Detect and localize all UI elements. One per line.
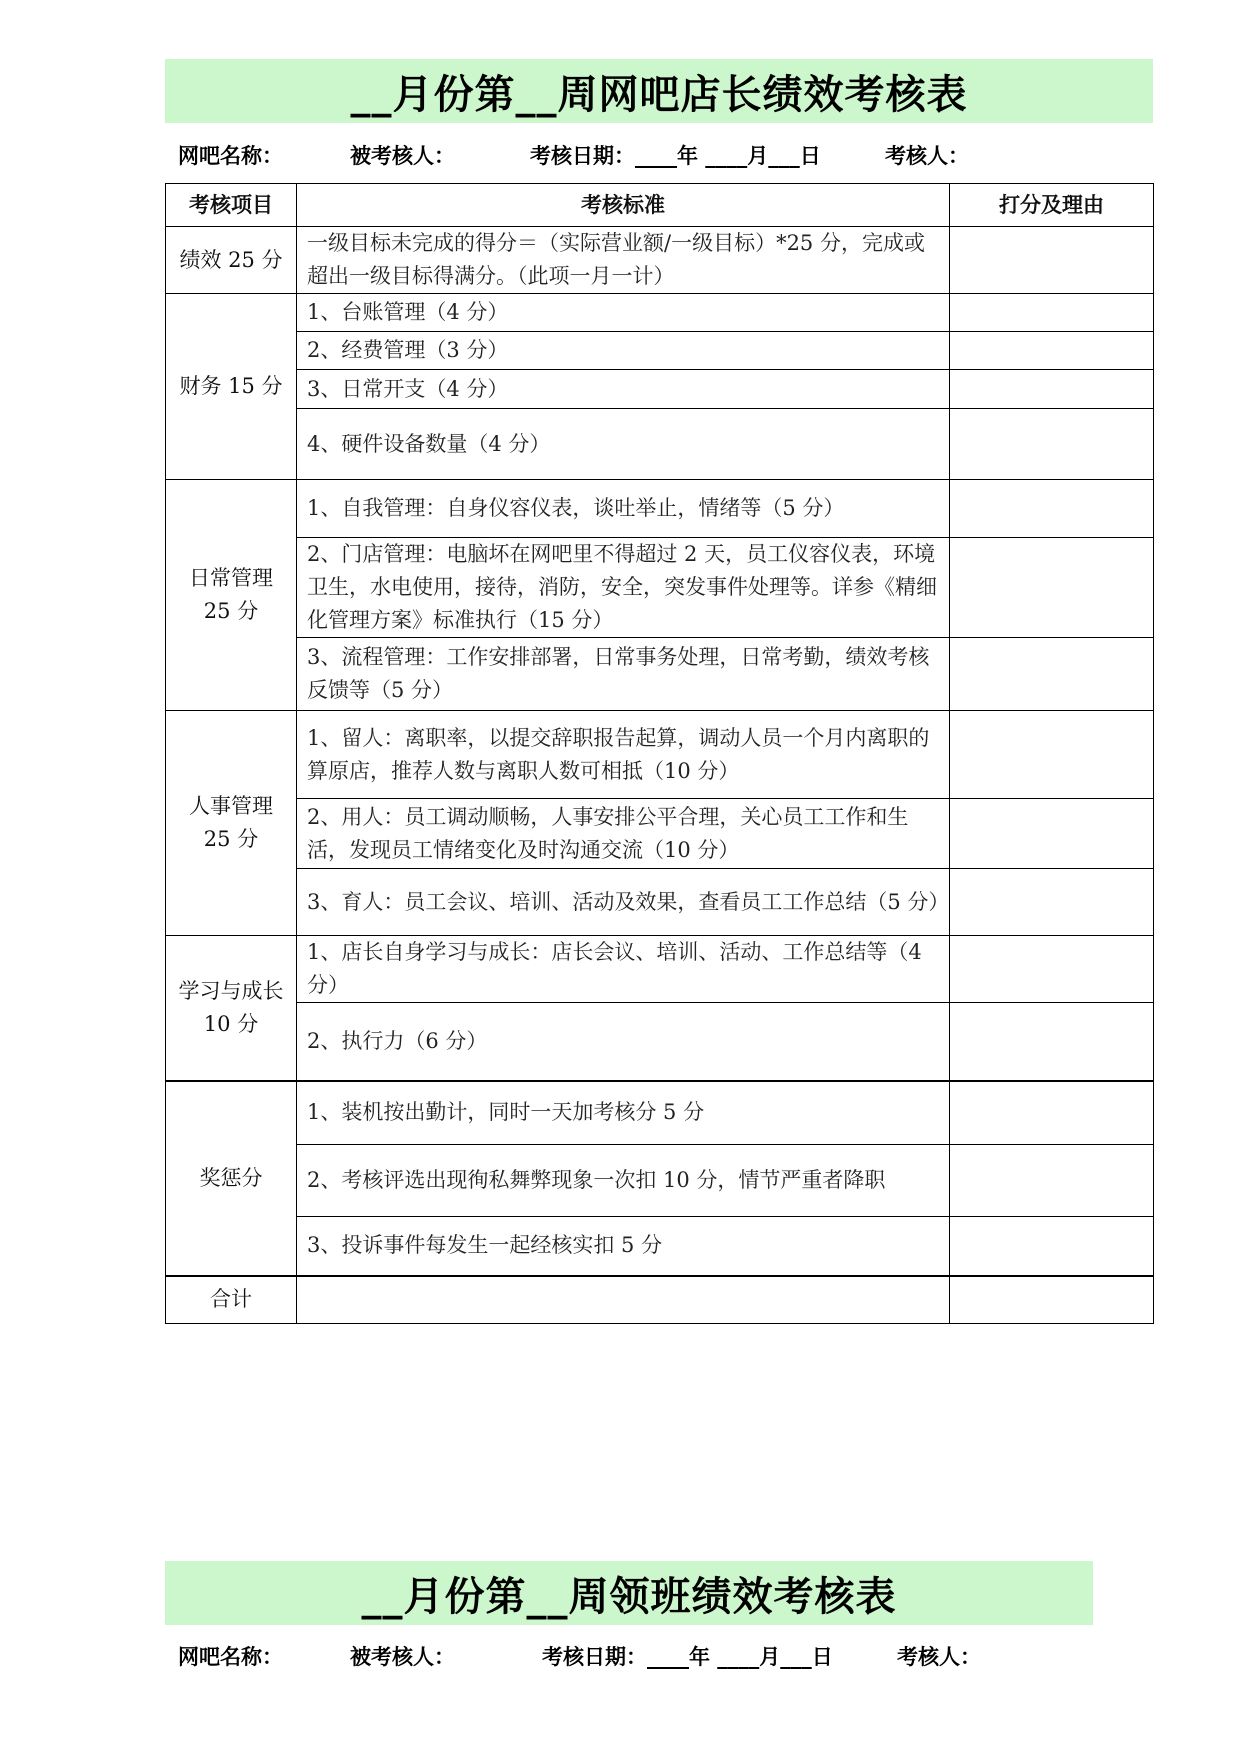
table-row: [166, 711, 1154, 799]
criteria-cell: 1、装机按出勤计，同时一天加考核分 5 分: [297, 1081, 950, 1145]
category-finance: 财务 15 分: [166, 294, 297, 480]
form2-assessee-label: 被考核人：: [350, 1645, 455, 1669]
score-cell[interactable]: [950, 1217, 1154, 1276]
table-row: [166, 480, 1154, 538]
score-cell[interactable]: [950, 1003, 1154, 1081]
form2-assessor-label: 考核人：: [897, 1645, 981, 1669]
criteria-cell: 3、育人：员工会议、培训、活动及效果，查看员工工作总结（5 分）: [297, 869, 950, 936]
criteria-cell: 2、用人：员工调动顺畅，人事安排公平合理，关心员工工作和生活，发现员工情绪变化及时沟通交流（10 分）: [297, 799, 950, 869]
table-row: [166, 332, 1154, 370]
assessment-table: [165, 183, 1154, 1324]
total-criteria-cell[interactable]: [297, 1276, 950, 1324]
form1-date-label: 考核日期：____年 ____月___日: [530, 144, 821, 168]
form2-date-label: 考核日期：____年 ____月___日: [542, 1645, 833, 1669]
form1-title: __月份第__周网吧店长绩效考核表: [350, 71, 968, 118]
header-score: 打分及理由: [950, 184, 1154, 227]
criteria-cell: 1、留人：离职率，以提交辞职报告起算，调动人员一个月内离职的算原店，推荐人数与离职人数可相抵（10 分）: [297, 711, 950, 799]
table-row: [166, 799, 1154, 869]
criteria-cell: 一级目标未完成的得分＝（实际营业额/一级目标）*25 分，完成或超出一级目标得满分。（此项一月一计）: [297, 227, 950, 294]
criteria-cell: 2、考核评选出现徇私舞弊现象一次扣 10 分，情节严重者降职: [297, 1145, 950, 1217]
category-hr-management: 人事管理 25 分: [166, 711, 297, 936]
form1-info-row: [0, 140, 1241, 174]
score-cell[interactable]: [950, 294, 1154, 332]
form1-title-band: [165, 59, 1153, 123]
form2-title-band: [165, 1561, 1093, 1625]
category-performance: 绩效 25 分: [166, 227, 297, 294]
table-row: [166, 538, 1154, 638]
form1-assessor-label: 考核人：: [885, 144, 969, 168]
criteria-cell: 2、执行力（6 分）: [297, 1003, 950, 1081]
score-cell[interactable]: [950, 538, 1154, 638]
criteria-cell: 4、硬件设备数量（4 分）: [297, 409, 950, 480]
form2-info-row: [0, 1641, 1241, 1675]
form2-title: __月份第__周领班绩效考核表: [361, 1573, 897, 1620]
criteria-cell: 1、自我管理：自身仪容仪表，谈吐举止，情绪等（5 分）: [297, 480, 950, 538]
table-row-total: [166, 1276, 1154, 1324]
criteria-cell: 3、流程管理：工作安排部署，日常事务处理，日常考勤，绩效考核反馈等（5 分）: [297, 638, 950, 711]
form1-netcafe-label: 网吧名称：: [178, 144, 283, 168]
table-row: [166, 227, 1154, 294]
table-row: [166, 1081, 1154, 1145]
table-row: [166, 409, 1154, 480]
score-cell[interactable]: [950, 799, 1154, 869]
score-cell[interactable]: [950, 1145, 1154, 1217]
table-row: [166, 936, 1154, 1003]
category-reward-penalty: 奖惩分: [166, 1081, 297, 1276]
score-cell[interactable]: [950, 409, 1154, 480]
table-row: [166, 638, 1154, 711]
score-cell[interactable]: [950, 711, 1154, 799]
table-row: [166, 1145, 1154, 1217]
category-daily-management: 日常管理 25 分: [166, 480, 297, 711]
header-criteria: 考核标准: [297, 184, 950, 227]
score-cell[interactable]: [950, 1081, 1154, 1145]
score-cell[interactable]: [950, 227, 1154, 294]
score-cell[interactable]: [950, 370, 1154, 409]
score-cell[interactable]: [950, 332, 1154, 370]
header-item: 考核项目: [166, 184, 297, 227]
category-learning-growth: 学习与成长 10 分: [166, 936, 297, 1081]
total-score-cell[interactable]: [950, 1276, 1154, 1324]
criteria-cell: 1、店长自身学习与成长：店长会议、培训、活动、工作总结等（4 分）: [297, 936, 950, 1003]
score-cell[interactable]: [950, 869, 1154, 936]
table-header-row: [166, 184, 1154, 227]
criteria-cell: 1、台账管理（4 分）: [297, 294, 950, 332]
score-cell[interactable]: [950, 480, 1154, 538]
table-row: [166, 370, 1154, 409]
score-cell[interactable]: [950, 936, 1154, 1003]
score-cell[interactable]: [950, 638, 1154, 711]
table-row: [166, 1217, 1154, 1276]
table-row: [166, 294, 1154, 332]
criteria-cell: 2、门店管理：电脑坏在网吧里不得超过 2 天，员工仪容仪表，环境卫生，水电使用，接待，消防，安全，突发事件处理等。详参《精细化管理方案》标准执行（15 分）: [297, 538, 950, 638]
criteria-cell: 3、投诉事件每发生一起经核实扣 5 分: [297, 1217, 950, 1276]
criteria-cell: 2、经费管理（3 分）: [297, 332, 950, 370]
form1-assessee-label: 被考核人：: [350, 144, 455, 168]
table-row: [166, 869, 1154, 936]
table-row: [166, 1003, 1154, 1081]
total-label: 合计: [166, 1276, 297, 1324]
form2-netcafe-label: 网吧名称：: [178, 1645, 283, 1669]
criteria-cell: 3、日常开支（4 分）: [297, 370, 950, 409]
